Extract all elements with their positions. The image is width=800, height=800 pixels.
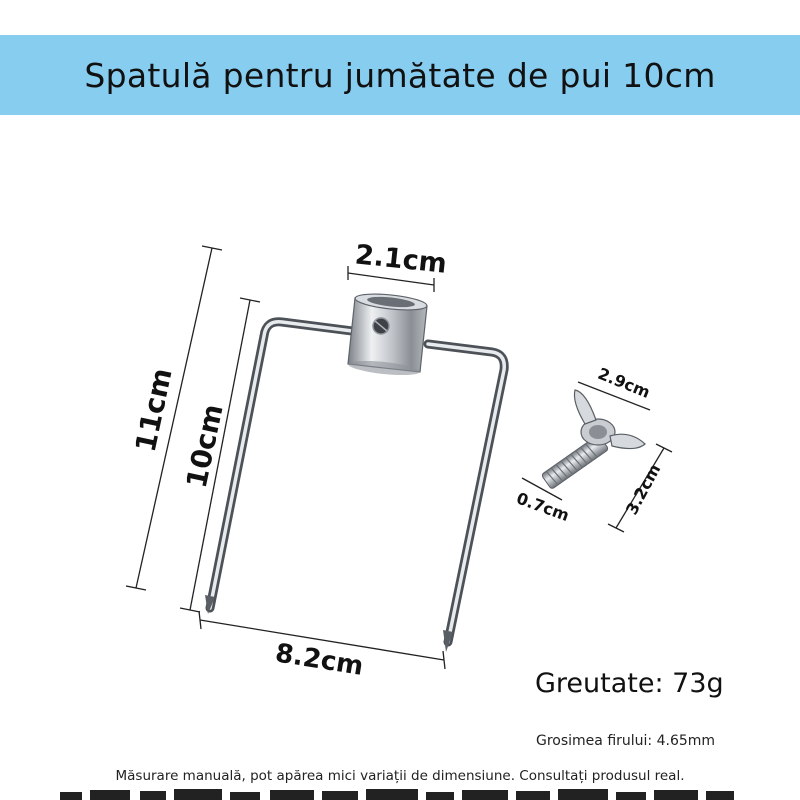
dim-label-8-2cm: 8.2cm xyxy=(273,638,366,682)
dim-label-2-9cm: 2.9cm xyxy=(595,363,653,402)
dim-label-3-2cm: 3.2cm xyxy=(621,460,665,518)
dim-label-11cm: 11cm xyxy=(128,365,179,455)
dim-label-0-7cm: 0.7cm xyxy=(514,488,572,526)
dim-label-2-1cm: 2.1cm xyxy=(353,239,449,280)
dim-label-10cm: 10cm xyxy=(179,401,230,491)
wire-thickness-label: Grosimea firului: 4.65mm xyxy=(536,733,716,749)
disclaimer-text: Măsurare manuală, pot apărea mici variații de dimensiune. Consultați produsul real. xyxy=(115,768,685,784)
wing-bolt-icon xyxy=(541,390,645,489)
cropped-text-fragment xyxy=(60,786,740,800)
page-title: Spatulă pentru jumătate de pui 10cm xyxy=(84,55,716,95)
weight-label: Greutate: 73g xyxy=(535,668,724,699)
rotisserie-fork-icon xyxy=(205,291,504,652)
collar xyxy=(348,291,428,377)
